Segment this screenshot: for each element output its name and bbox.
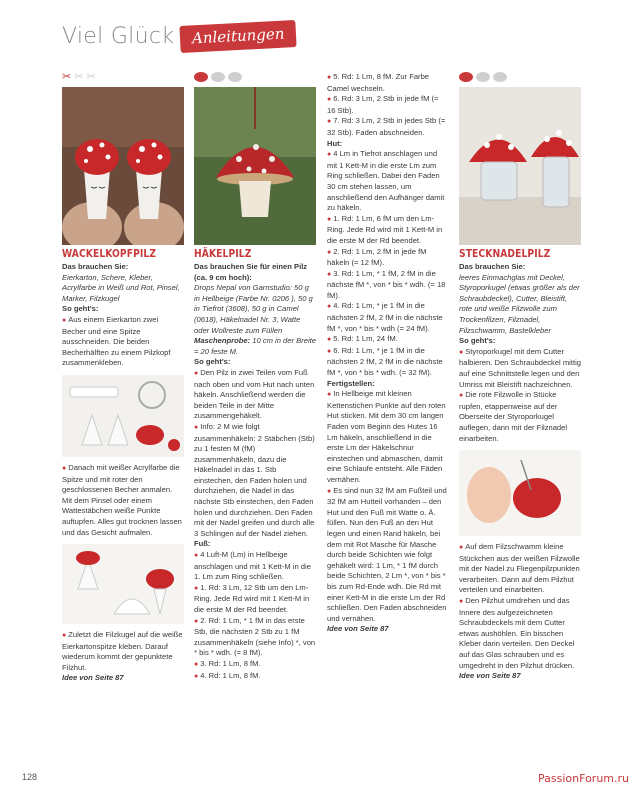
step-text: ● 4 Luft-M (Lm) in Hellbeige anschlagen und mit 1 Kett-M in die 1. Lm zum Ring schließen. (194, 550, 316, 583)
step-text: ● 3. Rd: 1 Lm, * 1 fM, 2 fM in die nächste fM *, von * bis * wdh. (= 18 fM). (327, 269, 449, 302)
step-text: ● 5. Rd: 1 Lm, 24 fM. (327, 334, 449, 346)
difficulty-dot (228, 72, 242, 82)
finish-label: Fertigstellen: (327, 378, 375, 388)
pincushion-mushroom-photo (459, 87, 581, 245)
step-text: ● 3. Rd: 1 Lm, 8 fM. (194, 659, 316, 671)
page-number: 128 (22, 772, 38, 782)
step-text: ● 5. Rd: 1 Lm, 8 fM. Zur Farbe Camel wechseln. (327, 72, 449, 94)
gauge-text: 10 cm in der Breite = 20 feste M. (194, 336, 316, 356)
step-text: ● 7. Rd: 3 Lm, 2 Stb in jedes Stb (= 32 Stb). Faden abschneiden. (327, 116, 449, 138)
step-text: ● Info: 2 M wie folgt zusammenhäkeln: 2 Stäbchen (Stb) zu 1 festen M (fM) zusammenhäkeln, dazu die Häkelnadel in das 1. Stb einstechen, den Faden holen und durchziehen, die Nadel in das nächste Stb einstechen, den Faden holen und durchziehen. Den Faden mit der Nadel greifen und durch alle 3 Schlingen auf der Nadel ziehen. (194, 422, 316, 540)
column-stecknadelpilz (459, 72, 581, 682)
step-text: ● Danach mit weißer Acrylfarbe die Spitze und mit roter den geschlossenen Becher anmalen. Mit dem Pinsel oder einem Wattestäbchen weiße Punkte auftupfen. Alles gut trocknen lassen und das Gesicht aufmalen. (62, 463, 184, 538)
step-text: ● 6. Rd: 1 Lm, * je 1 fM in die nächsten 2 fM, 2 fM in die nächste fM *, von * bis * wdh. (= 32 fM). (327, 346, 449, 379)
step-text: ● 1. Rd: 1 Lm, 6 fM um den Lm-Ring. Jede Rd wird mit 1 Kett-M in die erste M der Rd beendet. (327, 214, 449, 247)
materials-photo (62, 375, 184, 457)
instructions-label: So geht's: (194, 357, 231, 367)
section-badge: Anleitungen (180, 19, 298, 52)
step-text: ● Den Pilz in zwei Teilen vom Fuß nach oben und vom Hut nach unten häkeln. Anschließend werden die beiden Teile in der Mitte zusammengehäkelt. (194, 368, 316, 422)
step-text: ● Styroporkugel mit dem Cutter halbieren. Den Schraubdeckel mittig auf eine Schnittstelle legen und den Umriss mit Bleistift nachzeichnen. (459, 347, 581, 390)
scissors-icon: ✂ (74, 71, 84, 83)
step-text: ● Den Pilzhut umdrehen und das Innere des aufgezeichneten Schraubdeckels mit dem Cutter etwas aushöhlen. Ein bisschen Kleber darin verteilen. Den Deckel auf das Glas schrauben und es umgedreht in den Pilzhut drücken. (459, 596, 581, 671)
column-wackelkopfpilz (62, 72, 184, 684)
step-text: ● 6. Rd: 3 Lm, 2 Stb in jede fM (= 16 Stb). (327, 94, 449, 116)
felting-photo (459, 450, 581, 536)
step-text: ● 2. Rd: 1 Lm, * 1 fM in das erste Stb, die nächsten 2 Stb zu 1 fM zusammenhäkeln (siehe Info) *, von * bis * wdh. (= 8 fM). (194, 616, 316, 659)
instructions-label: So geht's: (62, 304, 99, 314)
scissors-icon: ✂ (62, 71, 72, 83)
difficulty-dot (194, 72, 208, 82)
foot-label: Fuß: (194, 539, 211, 549)
step-text: ● 4 Lm in Tiefrot anschlagen und mit 1 Kett-M in die erste Lm zum Ring schließen. Dabei den Faden 30 cm stehen lassen, um anschließend den Aufhänger damit zu häkeln. (327, 149, 449, 214)
materials-text: Drops Nepal von Garnstudio: 50 g in Hellbeige (Farbe Nr. 0206 ), 50 g in Tiefrot (3608), 50 g in Camel (0618), Häkelnadel Nr. 3, Watte oder Wollreste zum Füllen (194, 283, 313, 335)
difficulty-scissors (62, 72, 184, 84)
materials-label: Das brauchen Sie: (62, 262, 129, 271)
section-title: Viel Glück (62, 23, 175, 49)
hat-label: Hut: (327, 138, 343, 148)
source-reference: Idee von Seite 87 (459, 671, 521, 681)
materials-text: Eierkarton, Schere, Kleber, Acrylfarbe in Weiß und Rot, Pinsel, Marker, Filzkugel (62, 272, 180, 303)
step-text: ● In Hellbeige mit kleinen Kettenstichen Punkte auf den roten Hut sticken. Mit dem 30 cm langen Faden vom Beginn des Hutes 16 Lm häkeln, anschließend in die erste Lm der Häkelschnur einstechen und abmaschen, damit eine Schlaufe entsteht. Alle Fäden vernähen. (327, 389, 449, 485)
instructions-label: So geht's: (459, 336, 496, 346)
materials-text: leeres Einmachglas mit Deckel, Styroporkugel (etwas größer als der Schraubdeckel), Cutter, Bleistift, rote und weiße Filzwolle zum Trockenfilzen, Filznadel, Filzschwamm, Bastelkleber (459, 272, 580, 335)
step-text: ● Auf dem Filzschwamm kleine Stückchen aus der weißen Filzwolle mit der Nadel zu Fliegenpilzpunkten verarbeiten. Dann auf dem Pilzhut verteilen und einarbeiten. (459, 542, 581, 596)
step-text: ● 4. Rd: 1 Lm, * je 1 fM in die nächsten 2 fM, 2 fM in die nächste fM *, von * bis * wdh (= 24 fM). (327, 301, 449, 334)
source-reference: Idee von Seite 87 (62, 673, 124, 683)
difficulty-dot (493, 72, 507, 82)
step-text: ● 4. Rd: 1 Lm, 8 fM. (194, 671, 316, 683)
difficulty-dot (476, 72, 490, 82)
step-text: ● Die rote Filzwolle in Stücke rupfen, etappenweise auf der Oberseite der Styroporkugel auflegen, dann mit der Filznadel einarbeiten. (459, 390, 581, 444)
step-text: ● Es sind nun 32 fM am Fußteil und 32 fM am Hutteil vorhanden – den Hut und den Fuß mit Watte o. Ä. füllen. Nun den Fuß an den Hut legen und einen Rand häkeln, bei dem mit Rot Masche für Masche durch beide Schichten wie folgt gehäkelt wird: 1 Lm, * 1 fM durch beide Schichten, 2 Lm *, von * bis * bis zum Rd-Ende wdh. Die Rd mit einer Kett-M in die erste Lm der Rd schließen. Den Faden abschneiden und vernähen. (327, 486, 449, 625)
step-text: ● Zuletzt die Filzkugel auf die weiße Eierkartonspitze kleben. Darauf wiederum kommt der gepunktete Filzhut. (62, 630, 184, 673)
step-text: ● Aus einem Eierkarton zwei Becher und eine Spitze ausschneiden. Die beiden Becherhälften zu einem Pilzkopf zusammenkleben. (62, 315, 184, 369)
column-haekelpilz (194, 72, 316, 682)
difficulty-dot (211, 72, 225, 82)
scissors-icon: ✂ (86, 71, 96, 83)
materials-label: Das brauchen Sie für einen Pilz (ca. 9 cm hoch): (194, 262, 308, 282)
difficulty-dots (459, 72, 581, 84)
column-haekelpilz-cont (327, 72, 449, 635)
egg-carton-mushroom-photo (62, 87, 184, 245)
step-text: ● 2. Rd: 1 Lm, 2 fM in jede fM häkeln (= 12 fM). (327, 247, 449, 269)
materials-label: Das brauchen Sie: (459, 262, 526, 271)
assembly-photo (62, 544, 184, 624)
source-reference: Idee von Seite 87 (327, 624, 389, 634)
difficulty-dots (194, 72, 316, 84)
project-title: WACKELKOPFPILZ (62, 249, 157, 260)
step-text: ● 1. Rd: 3 Lm, 12 Stb um den Lm-Ring. Jede Rd wird mit 1 Kett-M in die erste M der Rd beendet. (194, 583, 316, 616)
page-header (62, 14, 297, 58)
project-title: STECKNADELPILZ (459, 249, 551, 260)
watermark: PassionForum.ru (538, 772, 629, 785)
project-title: HÄKELPILZ (194, 249, 252, 260)
gauge-label: Maschenprobe: (194, 336, 251, 346)
crochet-mushroom-photo (194, 87, 316, 245)
difficulty-dot (459, 72, 473, 82)
